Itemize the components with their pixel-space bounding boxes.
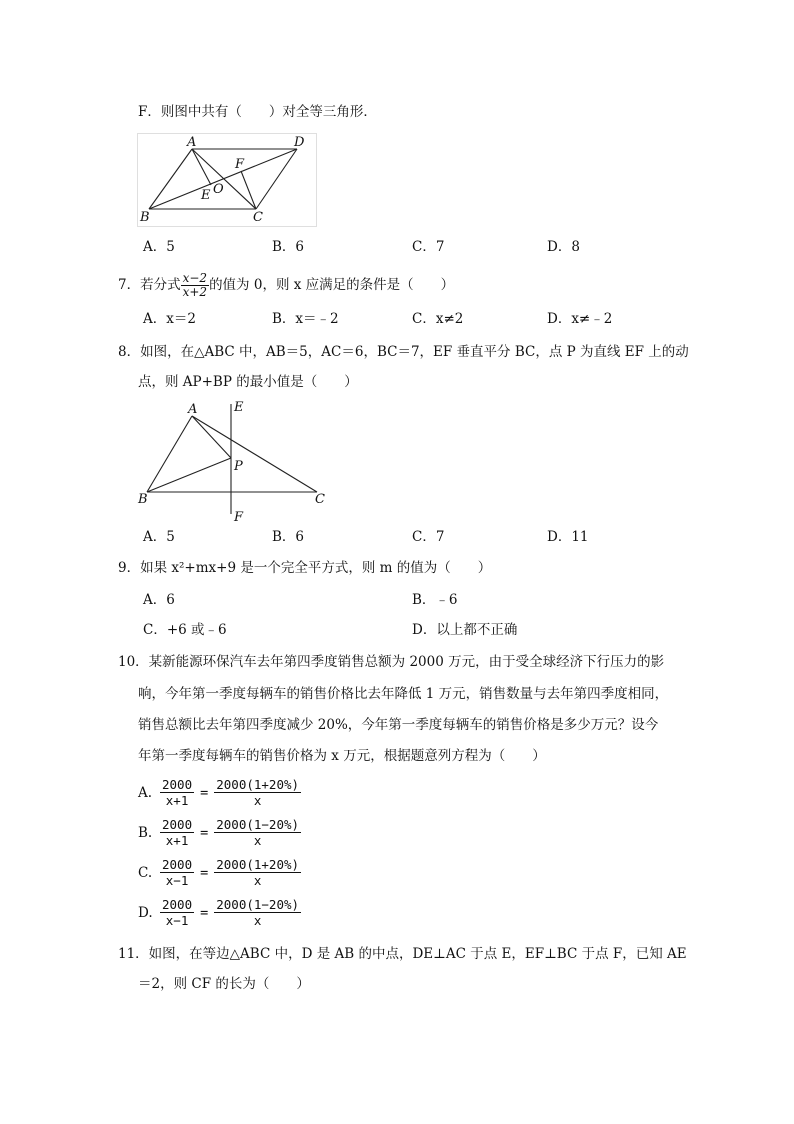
q7-option-b: B．x＝﹣2 bbox=[272, 311, 339, 327]
q9-option-d: D．以上都不正确 bbox=[412, 622, 518, 638]
q7-frac-numerator: x−2 bbox=[182, 271, 208, 285]
q8-label-B: B bbox=[138, 492, 148, 507]
q8-option-a: A．5 bbox=[143, 529, 175, 545]
q6-label-D: D bbox=[294, 135, 305, 150]
q10-a-right-den: x bbox=[253, 793, 262, 808]
q10-option-b-right-fraction bbox=[214, 817, 301, 848]
q10-d-left-den: x−1 bbox=[165, 913, 189, 928]
q10-b-left-num: 2000 bbox=[162, 817, 193, 832]
q6-parallelogram-figure bbox=[137, 133, 317, 227]
q10-stem-line2: 响，今年第一季度每辆车的销售价格比去年降低 1 万元，销售数量与去年第四季度相同， bbox=[138, 686, 669, 702]
q10-b-right-den: x bbox=[253, 833, 262, 848]
q7-option-c: C．x≠2 bbox=[412, 311, 464, 327]
q10-option-b bbox=[138, 817, 301, 848]
q10-a-left-den: x+1 bbox=[165, 793, 189, 808]
q7-option-d: D．x≠﹣2 bbox=[547, 311, 613, 327]
q11-stem-line1: 11．如图，在等边△ABC 中，D 是 AB 的中点，DE⊥AC 于点 E，EF⊥BC 于点 F，已知 AE bbox=[118, 946, 687, 962]
q10-b-equals: = bbox=[200, 824, 209, 841]
q6-label-C: C bbox=[253, 210, 263, 225]
q8-label-E: E bbox=[234, 400, 244, 415]
q9-option-b: B．﹣6 bbox=[412, 592, 458, 608]
q8-label-C: C bbox=[315, 492, 325, 507]
q6-option-d: D．8 bbox=[547, 239, 580, 255]
q6-option-a: A．5 bbox=[143, 239, 175, 255]
q10-option-d-right-fraction bbox=[214, 897, 301, 928]
q10-option-a-left-fraction bbox=[160, 777, 194, 808]
q7-option-a: A．x＝2 bbox=[143, 311, 196, 327]
q10-option-a-right-fraction bbox=[214, 777, 301, 808]
q7-fraction bbox=[181, 272, 209, 299]
q10-option-d-left-fraction bbox=[160, 897, 194, 928]
q10-a-equals: = bbox=[200, 784, 209, 801]
q10-c-right-den: x bbox=[253, 873, 262, 888]
q6-label-E: E bbox=[201, 188, 211, 203]
q7-prefix: 7．若分式 bbox=[118, 277, 181, 293]
q8-label-P: P bbox=[234, 459, 243, 474]
q10-stem-line3: 销售总额比去年第四季度减少 20%，今年第一季度每辆车的销售价格是多少万元？设今 bbox=[138, 717, 659, 733]
q10-option-a-label: A. bbox=[138, 784, 153, 801]
q10-stem-line1: 10．某新能源环保汽车去年第四季度销售总额为 2000 万元，由于受全球经济下行压力的影 bbox=[118, 654, 665, 670]
q6-label-A: A bbox=[187, 135, 197, 150]
q7-suffix: 的值为 0，则 x 应满足的条件是（ ） bbox=[209, 277, 455, 293]
q6-label-O: O bbox=[213, 182, 224, 197]
q10-option-d bbox=[138, 897, 301, 928]
q6-label-F: F bbox=[235, 157, 245, 172]
q10-a-right-num: 2000(1+20%) bbox=[216, 777, 300, 792]
q10-stem-line4: 年第一季度每辆车的销售价格为 x 万元，根据题意列方程为（ ） bbox=[138, 748, 546, 764]
q9-stem: 9．如果 x²+mx+9 是一个完全平方式，则 m 的值为（ ） bbox=[118, 560, 492, 576]
q10-c-right-num: 2000(1+20%) bbox=[216, 857, 300, 872]
q10-b-right-num: 2000(1−20%) bbox=[216, 817, 300, 832]
q8-label-A: A bbox=[188, 402, 198, 417]
q11-stem-line2: ＝2，则 CF 的长为（ ） bbox=[138, 976, 310, 992]
q10-b-left-den: x+1 bbox=[165, 833, 189, 848]
q6-stem: F．则图中共有（ ）对全等三角形． bbox=[138, 104, 377, 120]
q8-option-b: B．6 bbox=[272, 529, 305, 545]
q10-d-right-num: 2000(1−20%) bbox=[216, 897, 300, 912]
q10-option-c bbox=[138, 857, 301, 888]
q10-c-equals: = bbox=[200, 864, 209, 881]
q7-stem bbox=[118, 272, 454, 299]
q10-d-right-den: x bbox=[253, 913, 262, 928]
q10-option-b-left-fraction bbox=[160, 817, 194, 848]
q8-option-d: D．11 bbox=[547, 529, 589, 545]
q7-frac-denominator: x+2 bbox=[182, 285, 208, 299]
q10-option-c-label: C. bbox=[138, 864, 153, 881]
q10-option-c-right-fraction bbox=[214, 857, 301, 888]
q10-option-c-left-fraction bbox=[160, 857, 194, 888]
q8-stem-line1: 8．如图，在△ABC 中，AB＝5，AC＝6，BC＝7，EF 垂直平分 BC，点 P 为直线 EF 上的动 bbox=[118, 344, 689, 360]
q8-option-c: C．7 bbox=[412, 529, 445, 545]
q10-option-b-label: B. bbox=[138, 824, 153, 841]
q10-d-left-num: 2000 bbox=[162, 897, 193, 912]
q10-option-a bbox=[138, 777, 301, 808]
q8-stem-line2: 点，则 AP+BP 的最小值是（ ） bbox=[138, 374, 358, 390]
q9-option-a: A．6 bbox=[143, 592, 175, 608]
q8-triangle-figure bbox=[135, 396, 335, 524]
q8-label-F: F bbox=[234, 510, 244, 524]
q10-c-left-num: 2000 bbox=[162, 857, 193, 872]
q10-a-left-num: 2000 bbox=[162, 777, 193, 792]
q10-c-left-den: x−1 bbox=[165, 873, 189, 888]
q9-option-c: C．+6 或﹣6 bbox=[143, 622, 227, 638]
q10-d-equals: = bbox=[200, 904, 209, 921]
q6-label-B: B bbox=[140, 210, 150, 225]
q10-option-d-label: D. bbox=[138, 904, 153, 921]
q6-option-b: B．6 bbox=[272, 239, 305, 255]
q6-option-c: C．7 bbox=[412, 239, 445, 255]
